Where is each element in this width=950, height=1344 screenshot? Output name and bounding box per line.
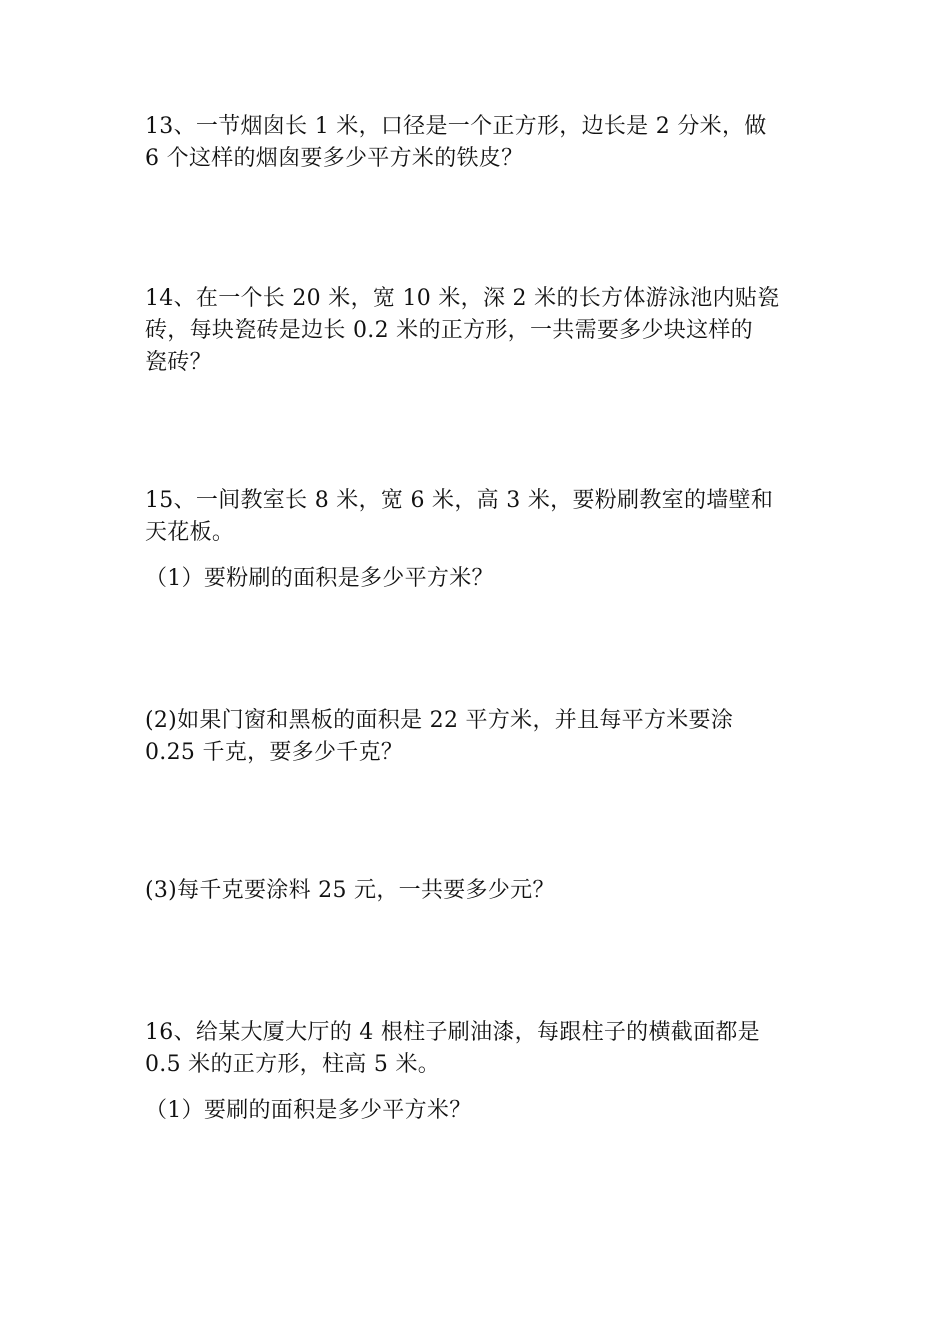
- question-15-line-1: 15、一间教室长 8 米，宽 6 米，高 3 米，要粉刷教室的墙壁和: [145, 488, 774, 513]
- question-14-line-1: 14、在一个长 20 米，宽 10 米，深 2 米的长方体游泳池内贴瓷: [145, 286, 780, 311]
- question-13-line-1: 13、一节烟囱长 1 米，口径是一个正方形，边长是 2 分米，做: [145, 114, 767, 139]
- question-15-line-2: 天花板。: [145, 520, 235, 545]
- question-14-line-3: 瓷砖？: [145, 350, 212, 375]
- question-16-part-1: （1）要刷的面积是多少平方米？: [145, 1098, 472, 1123]
- question-15-part-2-line-1: (2)如果门窗和黑板的面积是 22 平方米，并且每平方米要涂: [145, 708, 734, 733]
- question-15-part-3: (3)每千克要涂料 25 元，一共要多少元？: [145, 878, 555, 903]
- question-16-line-1: 16、给某大厦大厅的 4 根柱子刷油漆，每跟柱子的横截面都是: [145, 1020, 760, 1045]
- question-14-line-2: 砖，每块瓷砖是边长 0.2 米的正方形，一共需要多少块这样的: [145, 318, 753, 343]
- question-15-part-2-line-2: 0.25 千克，要多少千克？: [145, 740, 404, 765]
- question-16-line-2: 0.5 米的正方形，柱高 5 米。: [145, 1052, 441, 1077]
- question-13-line-2: 6 个这样的烟囱要多少平方米的铁皮？: [145, 146, 524, 171]
- question-15-part-1: （1）要粉刷的面积是多少平方米？: [145, 566, 494, 591]
